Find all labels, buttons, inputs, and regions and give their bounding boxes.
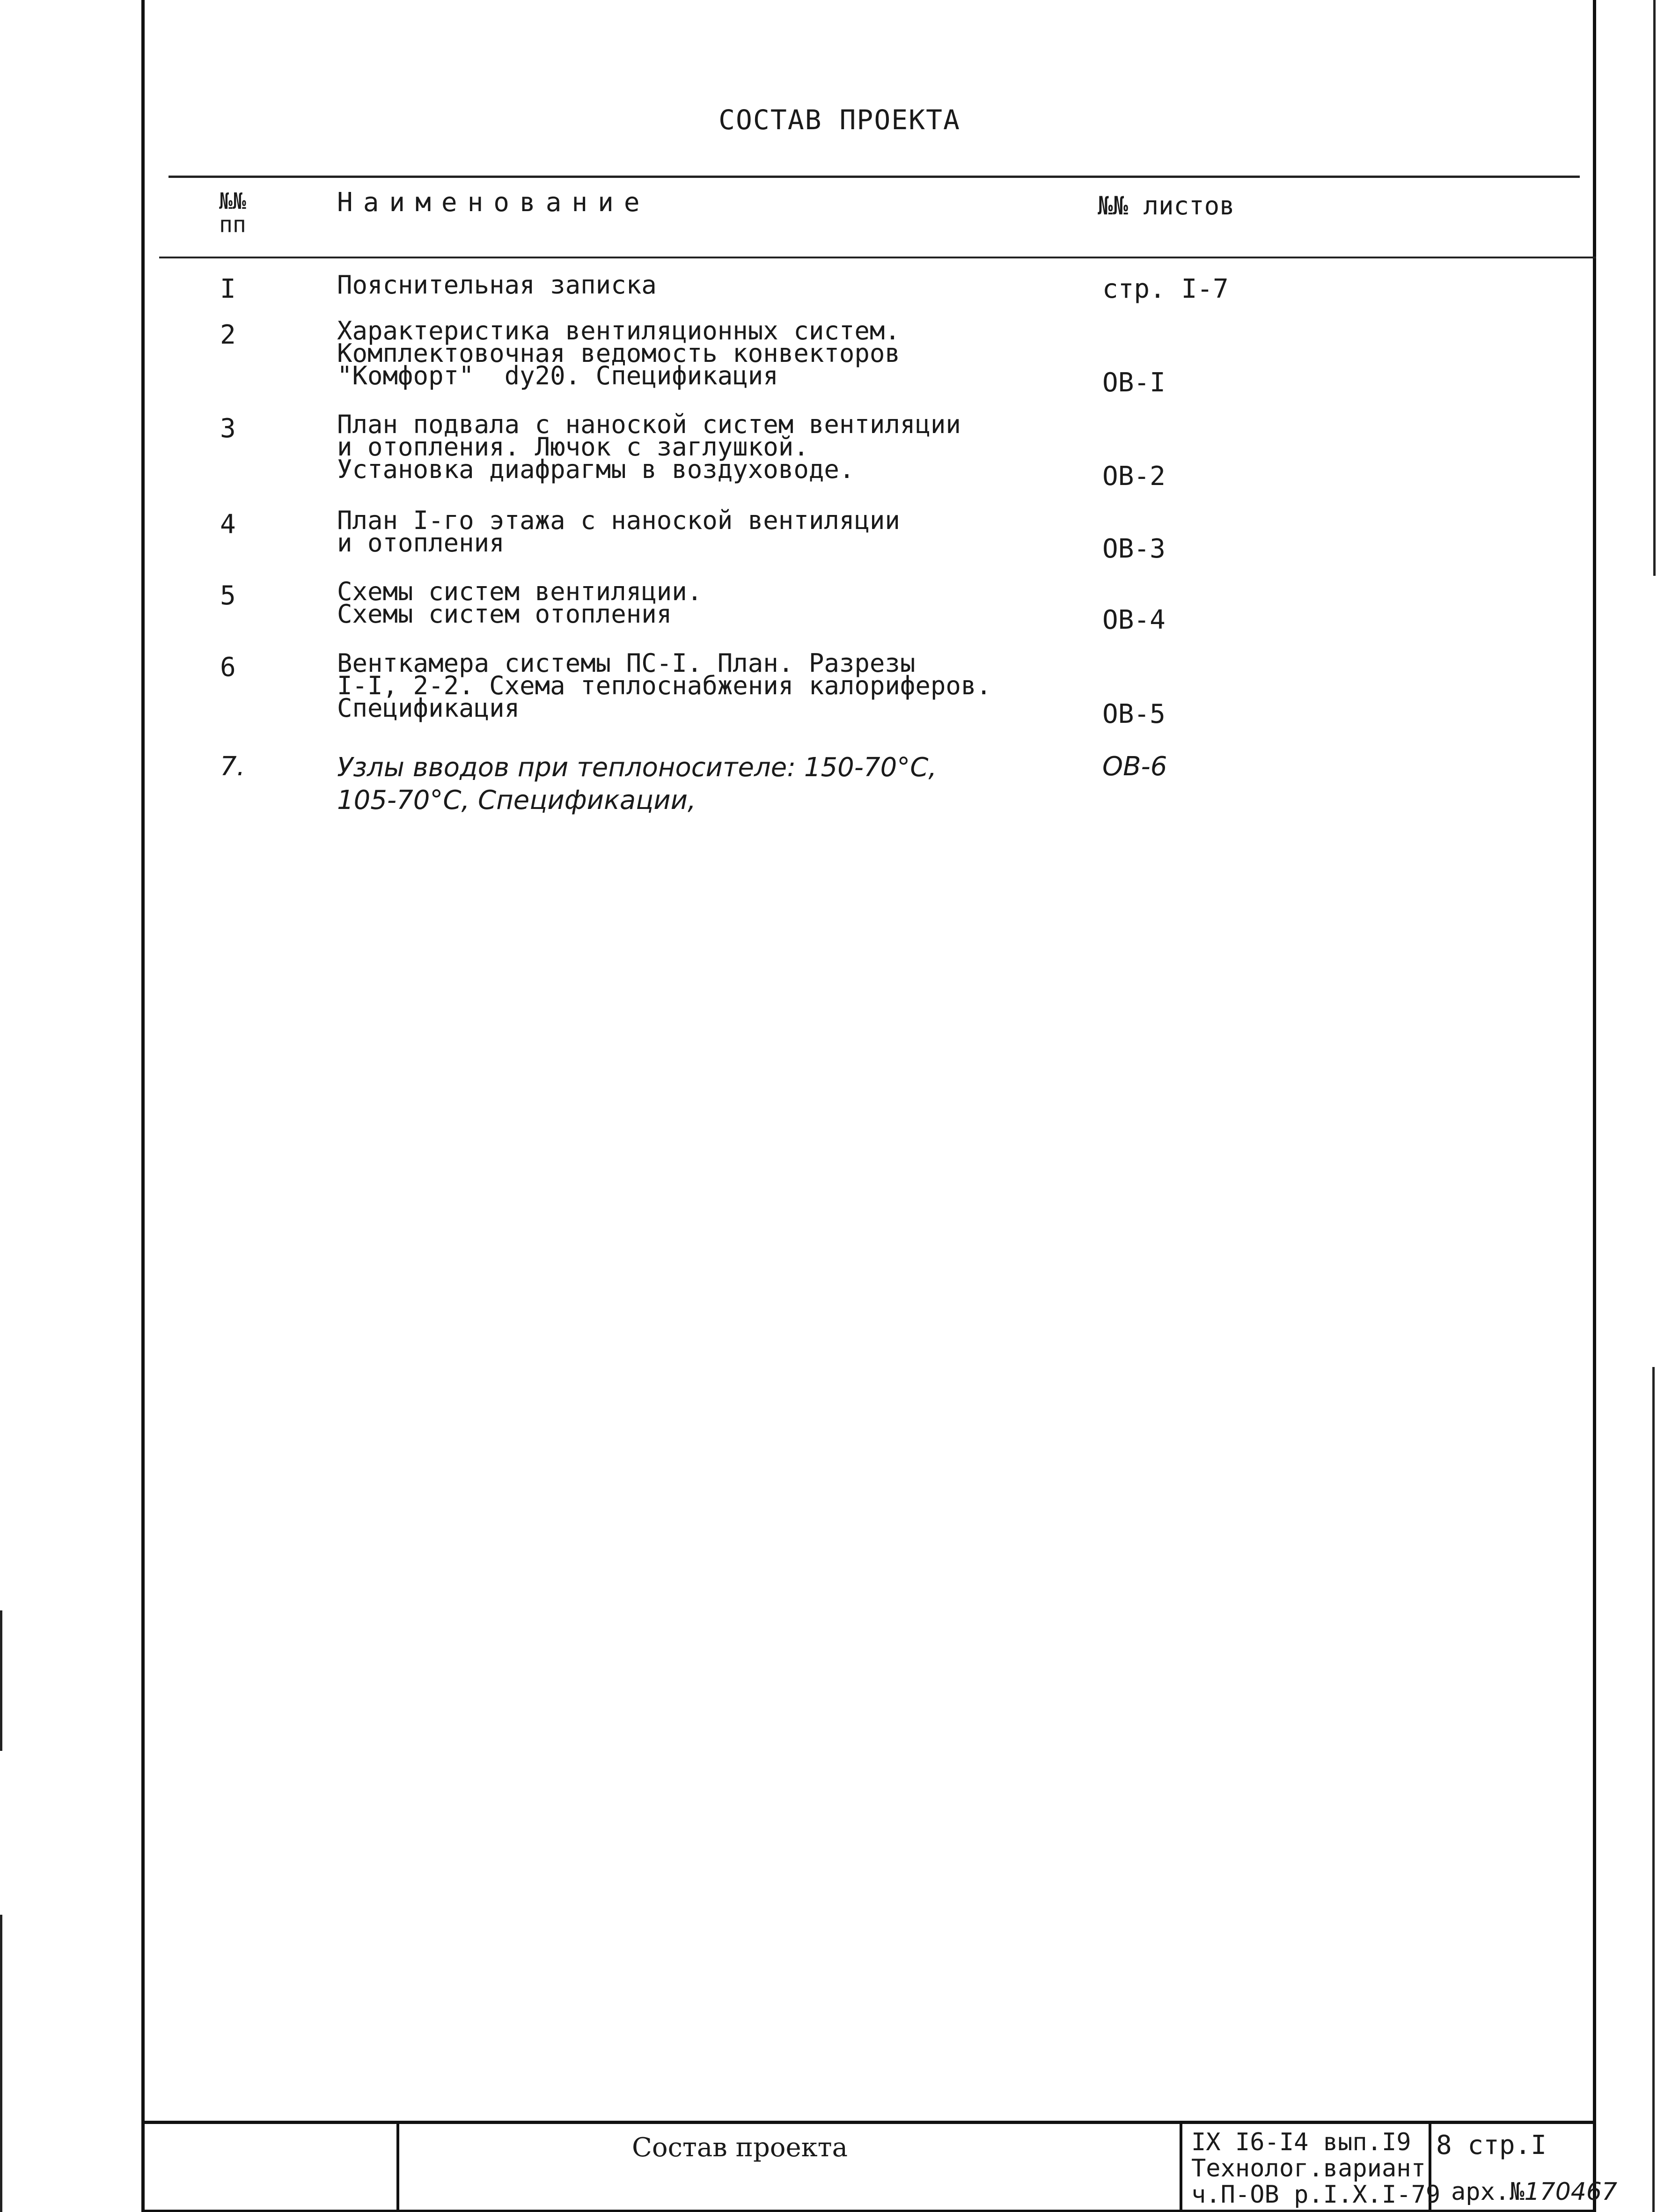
- row-sheet: ОВ-5: [1102, 699, 1166, 729]
- stamp-page: 8 стр.I: [1436, 2130, 1547, 2161]
- scan-edge-mark: [0, 1915, 2, 2212]
- row-name: Пояснительная записка: [337, 270, 657, 300]
- header-sheets: №№ листов: [1098, 191, 1235, 220]
- row-number: 7.: [220, 751, 245, 782]
- header-number: №№ пп: [219, 188, 246, 238]
- row-name: Узлы вводов при теплоносителе: 150-70°С, 105-70°С, Спецификации,: [337, 752, 937, 816]
- scan-edge-mark: [1653, 0, 1656, 576]
- row-name: Характеристика вентиляционных систем. Комплектовочная ведомость конвекторов "Комфорт" dy20. Спецификация: [337, 316, 900, 390]
- row-number: 4: [220, 509, 236, 540]
- row-sheet: ОВ-I: [1102, 367, 1166, 398]
- scan-edge-mark: [1652, 1367, 1655, 2212]
- header-bottom-rule: [159, 257, 1596, 258]
- stamp-archive: [1451, 2178, 1617, 2206]
- archive-label: арх.№: [1451, 2178, 1525, 2206]
- header-name: Наименование: [337, 187, 650, 218]
- row-sheet: ОВ-4: [1102, 605, 1166, 635]
- row-number: 5: [220, 581, 236, 611]
- row-number: 2: [220, 320, 236, 350]
- row-sheet: ОВ-3: [1102, 534, 1166, 564]
- row-sheet: стр. I-7: [1102, 274, 1229, 304]
- archive-number: 170467: [1524, 2178, 1618, 2206]
- row-name: Схемы систем вентиляции. Схемы систем отопления: [337, 577, 703, 629]
- stamp-title: Состав проекта: [632, 2132, 848, 2163]
- row-name: Венткамера системы ПС-I. План. Разрезы I-I, 2-2. Схема теплоснабжения калориферов. Спецификация: [337, 648, 991, 723]
- row-number: 3: [220, 413, 236, 444]
- scan-edge-mark: [0, 1610, 2, 1751]
- row-name: План подвала с наноской систем вентиляции и отопления. Лючок с заглушкой. Установка диафрагмы в воздуховоде.: [337, 410, 961, 484]
- row-number: I: [220, 274, 236, 304]
- title-block-divider: [1180, 2124, 1182, 2212]
- page-title: СОСТАВ ПРОЕКТА: [719, 104, 960, 136]
- stamp-code: IX I6-I4 вып.I9 Технолог.вариант ч.П-ОВ р.I.Х.I-79: [1191, 2128, 1441, 2209]
- row-number: 6: [220, 652, 236, 683]
- title-block-bottom-rule: [141, 2210, 1596, 2212]
- header-top-rule: [169, 176, 1580, 178]
- row-sheet: ОВ-6: [1102, 751, 1167, 782]
- row-name: План I-го этажа с наноской вентиляции и отопления: [337, 506, 900, 558]
- title-block-divider: [396, 2124, 399, 2212]
- row-sheet: ОВ-2: [1102, 461, 1166, 492]
